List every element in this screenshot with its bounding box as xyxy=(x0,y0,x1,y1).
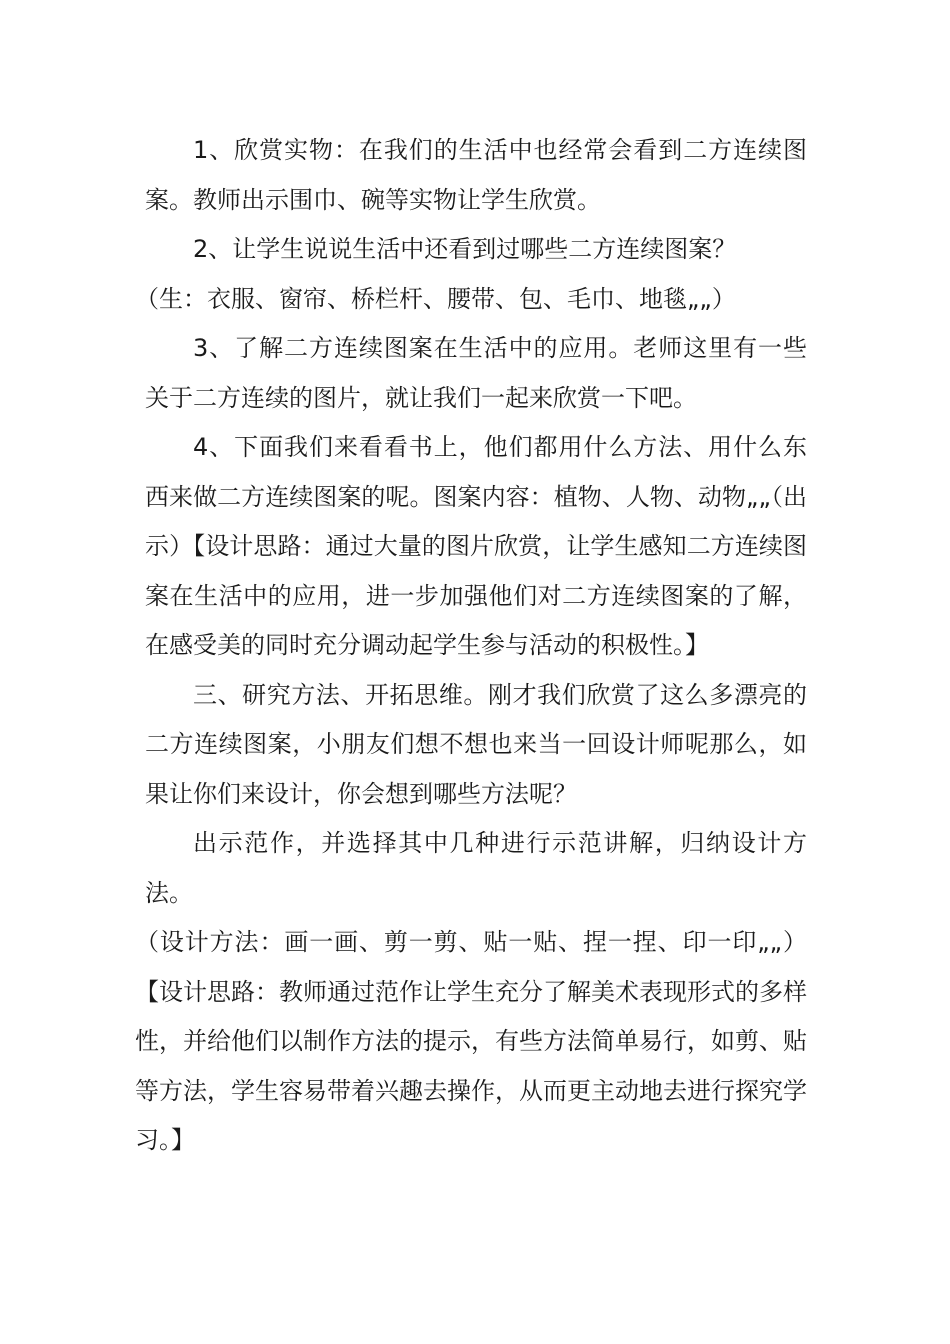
paragraph-5: 4、下面我们来看看书上，他们都用什么方法、用什么东西来做二方连续图案的呢。图案内容：植物、人物、动物„„（出示）【设计思路：通过大量的图片欣赏，让学生感知二方连续图案在生活中的应用，进一步加强他们对二方连续图案的了解，在感受美的同时充分调动起学生参与活动的积极性。】 xyxy=(145,433,807,659)
document-body xyxy=(135,126,807,1166)
paragraph-7: 出示范作，并选择其中几种进行示范讲解，归纳设计方法。 xyxy=(145,829,807,907)
paragraph-2: 2、让学生说说生活中还看到过哪些二方连续图案？ xyxy=(193,235,737,263)
paragraph-4: 3、了解二方连续图案在生活中的应用。老师这里有一些关于二方连续的图片，就让我们一起来欣赏一下吧。 xyxy=(145,334,807,412)
paragraph-3: （生：衣服、窗帘、桥栏杆、腰带、包、毛巾、地毯„„） xyxy=(135,284,736,313)
paragraph-1: 1、欣赏实物：在我们的生活中也经常会看到二方连续图案。教师出示围巾、碗等实物让学生欣赏。 xyxy=(145,136,807,214)
paragraph-8: （设计方法：画一画、剪一剪、贴一贴、捏一捏、印一印„„）【设计思路：教师通过范作让学生充分了解美术表现形式的多样性，并给他们以制作方法的提示，有些方法简单易行，如剪、贴等方法，学生容易带着兴趣去操作，从而更主动地去进行探究学习。】 xyxy=(135,928,807,1154)
paragraph-6: 三、研究方法、开拓思维。刚才我们欣赏了这么多漂亮的二方连续图案，小朋友们想不想也来当一回设计师呢那么，如果让你们来设计，你会想到哪些方法呢？ xyxy=(145,680,807,808)
